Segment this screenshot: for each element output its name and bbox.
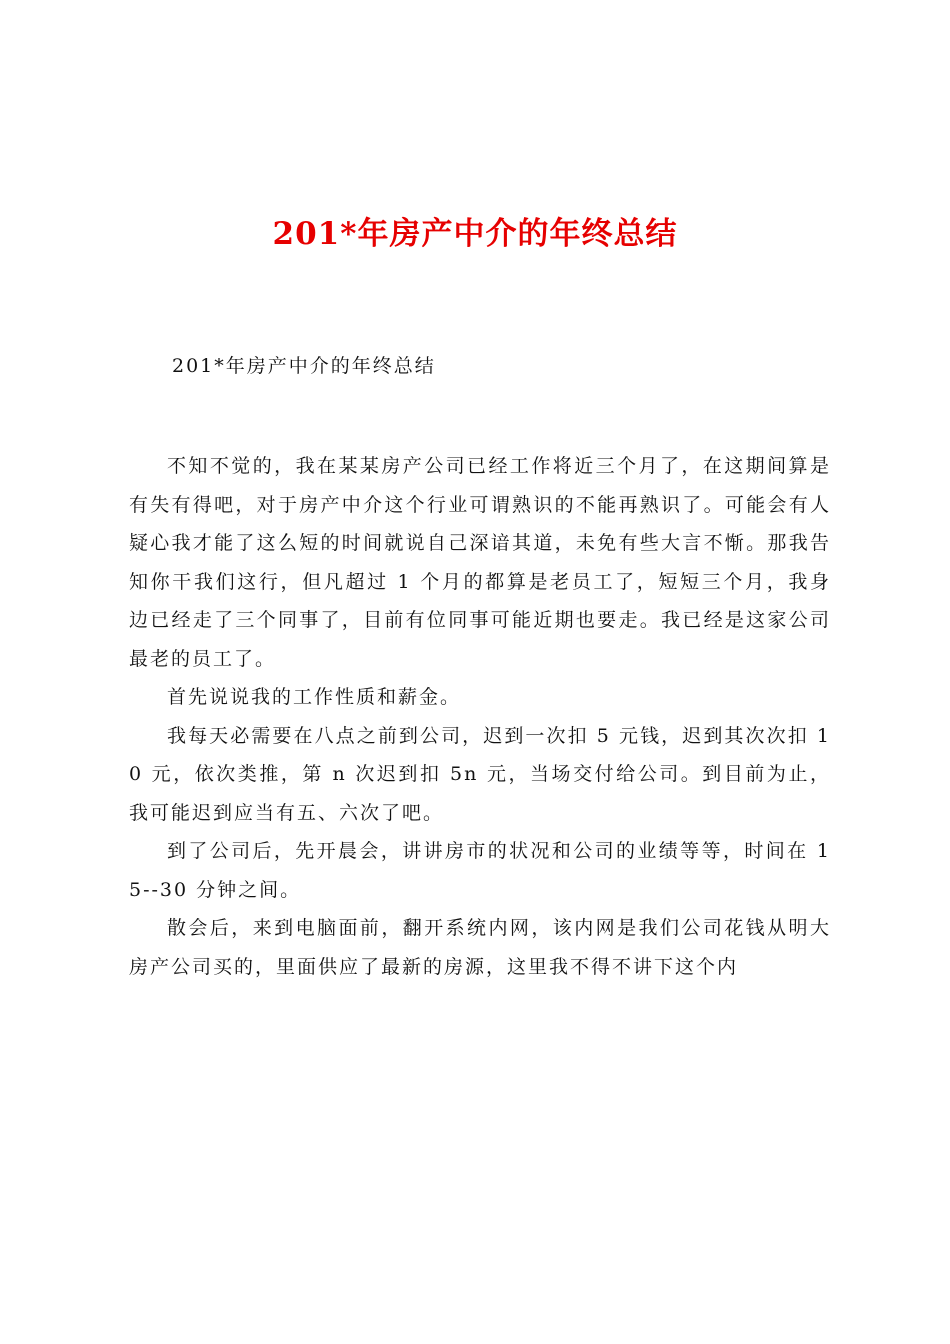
paragraph-morning-meeting: 到了公司后，先开晨会，讲讲房市的状况和公司的业绩等等，时间在 15--30 分钟之间。	[129, 840, 831, 901]
paragraph-intranet: 散会后，来到电脑面前，翻开系统内网，该内网是我们公司花钱从明大房产公司买的，里面供应了最新的房源，这里我不得不讲下这个内	[129, 917, 831, 978]
paragraph-intro: 不知不觉的，我在某某房产公司已经工作将近三个月了，在这期间算是有失有得吧，对于房产中介这个行业可谓熟识的不能再熟识了。可能会有人疑心我才能了这么短的时间就说自己深谙其道，未免有些大言不惭。那我告知你干我们这行，但凡超过 1 个月的都算是老员工了，短短三个月，我身边已经走了三个同事了，目前有位同事可能近期也要走。我已经是这家公司最老的员工了。	[129, 455, 831, 670]
page-title: 201*年房产中介的年终总结	[272, 216, 678, 252]
paragraph-work-and-salary: 首先说说我的工作性质和薪金。	[167, 686, 462, 708]
paragraph-lateness: 我每天必需要在八点之前到公司，迟到一次扣 5 元钱，迟到其次次扣 10 元，依次类推，第 n 次迟到扣 5n 元，当场交付给公司。到目前为止，我可能迟到应当有五、六次了吧。	[129, 724, 831, 824]
document-body	[129, 447, 831, 986]
document-subtitle: 201*年房产中介的年终总结	[172, 355, 436, 377]
